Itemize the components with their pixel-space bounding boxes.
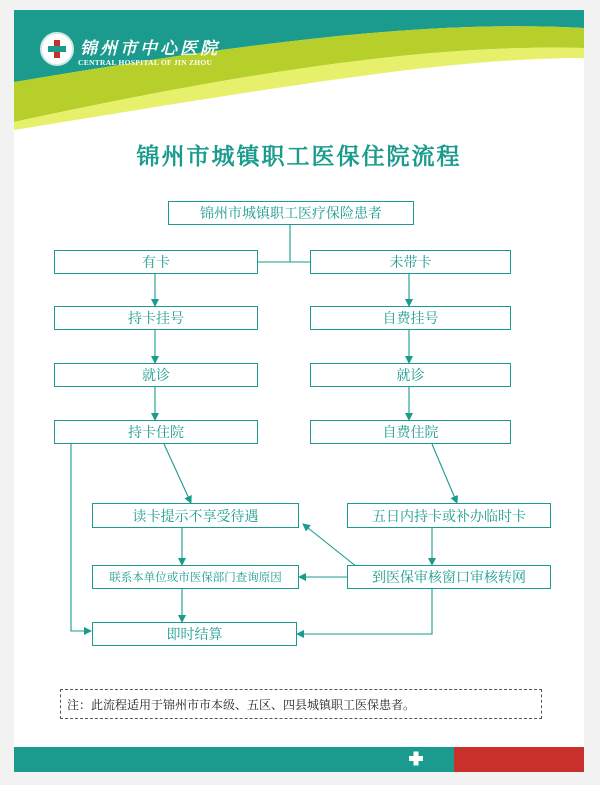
hospital-name-en: CENTRAL HOSPITAL OF JIN ZHOU — [78, 58, 213, 67]
poster — [14, 10, 584, 772]
node-self-admission: 自费住院 — [310, 420, 511, 444]
node-with-card: 有卡 — [54, 250, 258, 274]
node-card-admission: 持卡住院 — [54, 420, 258, 444]
node-card-register: 持卡挂号 — [54, 306, 258, 330]
node-no-card: 未带卡 — [310, 250, 511, 274]
node-temp-card: 五日内持卡或补办临时卡 — [347, 503, 551, 528]
hospital-name: 锦州市中心医院 — [80, 39, 220, 59]
node-self-register: 自费挂号 — [310, 306, 511, 330]
node-visit-left: 就诊 — [54, 363, 258, 387]
node-card-prompt: 读卡提示不享受待遇 — [92, 503, 299, 528]
node-settlement: 即时结算 — [92, 622, 297, 646]
footer-band — [14, 747, 584, 772]
node-contact-unit: 联系本单位或市医保部门查询原因 — [92, 565, 299, 589]
footnote: 注：此流程适用于锦州市市本级、五区、四县城镇职工医保患者。 — [60, 689, 542, 719]
page-title: 锦州市城镇职工医保住院流程 — [136, 144, 462, 170]
node-root: 锦州市城镇职工医疗保险患者 — [168, 201, 414, 225]
node-visit-right: 就诊 — [310, 363, 511, 387]
node-audit-window: 到医保审核窗口审核转网 — [347, 565, 551, 589]
flow-connectors — [14, 10, 584, 772]
